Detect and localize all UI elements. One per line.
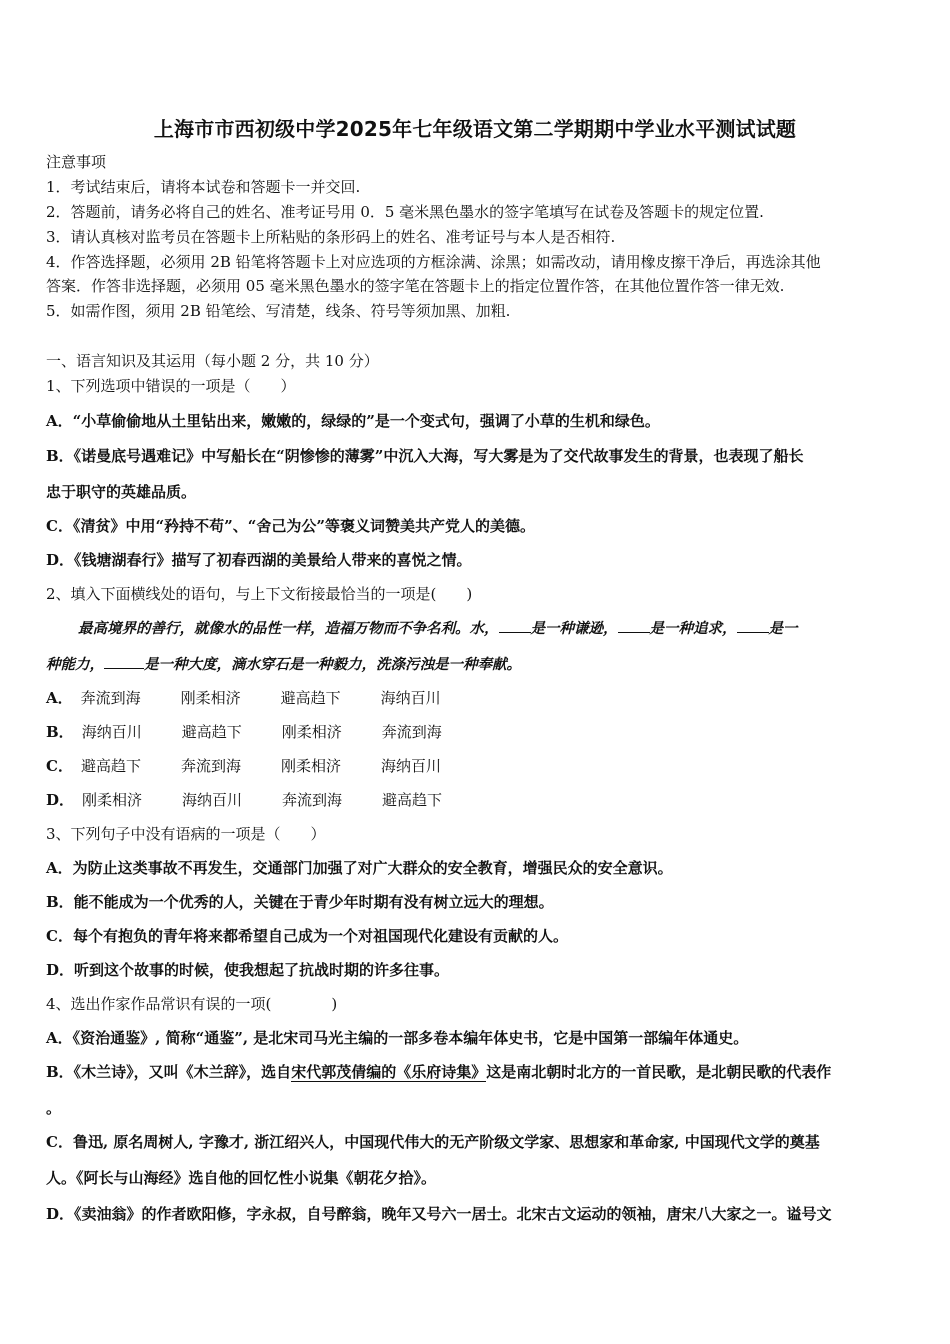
notice-item: 2．答题前，请务必将自己的姓名、准考证号用 0．5 毫米黑色墨水的签字笔填写在试卷及答题卡的规定位置.	[46, 203, 764, 221]
option-item: 海纳百川	[81, 723, 142, 741]
question-3-stem: 3、下列句子中没有语病的一项是（ ）	[46, 825, 326, 843]
option-label: A．	[46, 689, 73, 707]
question-2-passage-cont	[46, 654, 521, 675]
answer-blank	[737, 618, 769, 633]
option-label: D．	[46, 791, 75, 809]
question-4-option-b	[46, 1062, 831, 1082]
question-2-option-a	[46, 688, 481, 708]
option-item: 避高趋下	[181, 723, 242, 741]
answer-blank	[499, 618, 531, 633]
question-1-option-b-cont: 忠于职守的英雄品质。	[46, 483, 197, 501]
question-4-option-c: C．鲁迅, 原名周树人, 字豫才, 浙江绍兴人，中国现代伟大的无产阶级文学家、思想家和革命家, 中国现代文学的奠基	[46, 1133, 820, 1151]
option-item: 海纳百川	[380, 689, 441, 707]
notice-item: 答案．作答非选择题，必须用 05 毫米黑色墨水的签字笔在答题卡上的指定位置作答，在其他位置作答一律无效.	[46, 277, 785, 295]
question-1-option-b: B．《诺曼底号遇难记》中写船长在“阴惨惨的薄雾”中沉入大海，写大雾是为了交代故事发生的背景，也表现了船长	[46, 447, 804, 465]
question-4-option-a: A．《资治通鉴》, 简称“通鉴”, 是北宋司马光主编的一部多卷本编年体史书，它是中国第一部编年体通史。	[46, 1029, 749, 1047]
question-4-stem: 4、选出作家作品常识有误的一项( )	[46, 995, 338, 1013]
option-item: 奔流到海	[282, 791, 343, 809]
question-2-option-b	[46, 722, 482, 742]
option-item: 刚柔相济	[280, 757, 341, 775]
option-label: C．	[46, 757, 73, 775]
option-item: 避高趋下	[382, 791, 443, 809]
notice-item: 5．如需作图，须用 2B 铅笔绘、写清楚，线条、符号等须加黑、加粗.	[46, 302, 511, 320]
question-1-option-c: C．《清贫》中用“矜持不苟”、“舍己为公”等褒义词赞美共产党人的美德。	[46, 517, 535, 535]
passage-text: 是一	[768, 620, 798, 637]
passage-text: 是一种追求，	[649, 620, 737, 637]
question-3-option-b: B．能不能成为一个优秀的人，关键在于青少年时期有没有树立远大的理想。	[46, 893, 554, 911]
option-item: 避高趋下	[280, 689, 341, 707]
passage-text: 是一种谦逊，	[530, 620, 618, 637]
option-text: B．《木兰诗》，又叫《木兰辞》，选自	[46, 1063, 292, 1081]
option-item: 奔流到海	[381, 723, 442, 741]
question-3-option-c: C．每个有抱负的青年将来都希望自己成为一个对祖国现代化建设有贡献的人。	[46, 927, 568, 945]
question-1-option-a: A．“小草偷偷地从土里钻出来，嫩嫩的，绿绿的”是一个变式句，强调了小草的生机和绿色。	[46, 412, 660, 430]
question-4-option-d: D．《卖油翁》的作者欧阳修，字永叔，自号醉翁，晚年又号六一居士。北宋古文运动的领袖，唐宋八大家之一。谥号文	[46, 1205, 832, 1223]
question-2-stem: 2、填入下面横线处的语句，与上下文衔接最恰当的一项是( )	[46, 585, 473, 603]
answer-blank	[618, 618, 650, 633]
question-3-option-d: D．听到这个故事的时候，使我想起了抗战时期的许多往事。	[46, 961, 450, 979]
passage-text: 最高境界的善行，就像水的品性一样，造福万物而不争名利。水，	[78, 620, 499, 637]
question-3-option-a: A．为防止这类事故不再发生，交通部门加强了对广大群众的安全教育，增强民众的安全意识。	[46, 859, 673, 877]
passage-text: 是一种大度，滴水穿石是一种毅力，洗涤污浊是一种奉献。	[144, 656, 521, 673]
question-2-option-d	[46, 790, 482, 810]
underlined-source: 宋代郭茂倩编的《乐府诗集》	[291, 1063, 487, 1081]
option-item: 刚柔相济	[281, 723, 342, 741]
notice-item: 3．请认真核对监考员在答题卡上所粘贴的条形码上的姓名、准考证号与本人是否相符.	[46, 228, 616, 246]
question-1-stem: 1、下列选项中错误的一项是（ ）	[46, 377, 296, 395]
notice-item: 1．考试结束后，请将本试卷和答题卡一并交回.	[46, 178, 361, 196]
notice-item: 4．作答选择题，必须用 2B 铅笔将答题卡上对应选项的方框涂满、涂黑；如需改动，请用橡皮擦干净后，再选涂其他	[46, 253, 821, 271]
option-label: B．	[46, 723, 74, 741]
passage-text: 种能力，	[46, 656, 104, 673]
question-4-option-b-cont: 。	[46, 1099, 62, 1117]
answer-blank	[104, 654, 144, 669]
option-item: 刚柔相济	[180, 689, 241, 707]
option-text: 这是南北朝时北方的一首民歌，是北朝民歌的代表作	[486, 1063, 832, 1081]
notice-heading: 注意事项	[46, 153, 107, 171]
question-4-option-c-cont: 人。《阿长与山海经》选自他的回忆性小说集《朝花夕拾》。	[46, 1169, 437, 1187]
question-1-option-d: D．《钱塘湖春行》描写了初春西湖的美景给人带来的喜悦之情。	[46, 551, 472, 569]
option-item: 奔流到海	[180, 757, 241, 775]
option-item: 避高趋下	[80, 757, 141, 775]
question-2-option-c	[46, 756, 481, 776]
question-2-passage	[78, 618, 798, 639]
option-item: 海纳百川	[380, 757, 441, 775]
section-heading: 一、语言知识及其运用（每小题 2 分，共 10 分）	[46, 352, 379, 370]
page-title: 上海市市西初级中学2025年七年级语文第二学期期中学业水平测试试题	[153, 117, 797, 141]
option-item: 刚柔相济	[82, 791, 143, 809]
option-item: 奔流到海	[80, 689, 141, 707]
option-item: 海纳百川	[182, 791, 243, 809]
